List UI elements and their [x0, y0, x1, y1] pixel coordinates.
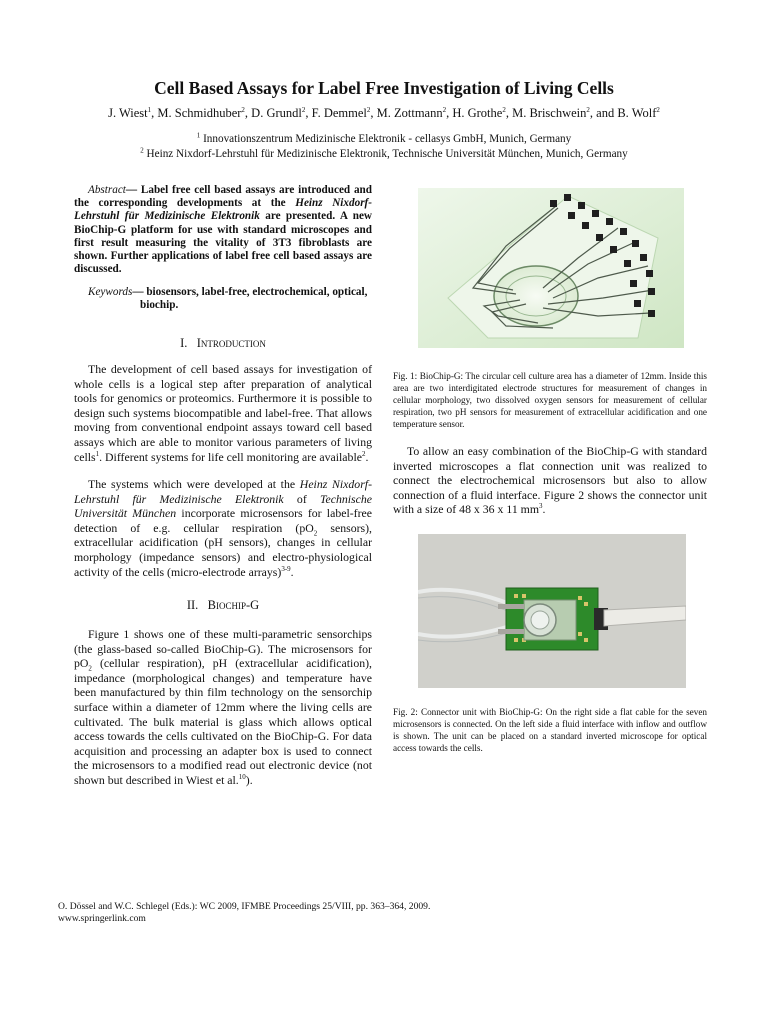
figure-2-caption: Fig. 2: Connector unit with BioChip-G: On the right side a flat cable for the seven microsensors is connected. On the left side a fluid interface with inflow and outflow is shown. The unit can be placed on a standard inverted microscope for optical access towards the cells. [393, 707, 707, 753]
page-footer [58, 901, 430, 924]
paper-title: Cell Based Assays for Label Free Investigation of Living Cells [154, 78, 614, 98]
affiliation-2: $^2$ Heinz Nixdorf-Lehrstuhl für Medizinische Elektronik, Technische Universität München, Munich, Germany [140, 146, 628, 160]
author: J. Wiest [108, 106, 148, 120]
figure-2-connector-image [418, 534, 686, 688]
author: H. Grothe [452, 106, 503, 120]
figure-1-caption: Fig. 1: BioChip-G: The circular cell culture area has a diameter of 12mm. Inside this area are two interdigitated electrode structures for measurement of changes in cellular morphology, two dissolved oxygen sensors for measurement of cellular respiration, two pH sensors for measurement of extracellular acidification and one temperature sensor. [393, 371, 707, 429]
right-paragraph-1: To allow an easy combination of the BioChip-G with standard inverted microscopes a flat connection unit was realized to connect the electrochemical microsensors but also to allow connection of a fluid interface. Figure 2 shows the connector unit with a size of 48 x 36 x 11 $mm^3$. [393, 444, 707, 517]
section-heading-biochip: II. Biochip-G [186, 598, 260, 612]
connector-unit-photo [418, 534, 686, 688]
keywords: Keywords— biosensors, label-free, electrochemical, optical, biochip. [88, 286, 368, 312]
figure-1-biochip-image [418, 188, 684, 348]
intro-paragraph-2: The systems which were developed at the Heinz Nixdorf-Lehrstuhl für Medizinische Elektronik of Technische Universität München incorporate microsensors for label-free detection of e.g. cellular respiration ($pO_2$ sensors), extracellular acidification (pH sensors), changes in cellular morphology (impedance sensors) and electro-physiological activity of the cells (micro-electrode arrays)$^{3-9}$. [74, 477, 372, 579]
publisher-link[interactable]: www.springerlink.com [58, 912, 146, 924]
author: F. Demmel [311, 106, 367, 120]
author: M. Zottmann [376, 106, 443, 120]
section-heading-introduction: I. Introduction [180, 336, 266, 350]
author: M. Schmidhuber [157, 106, 242, 120]
biochip-paragraph-1: Figure 1 shows one of these multi-parametric sensorchips (the glass-based so-called BioChip-G). The microsensors for $pO_2$ (cellular respiration), pH (extracellular acidification), impedance (morphological changes) and temperature have been manufactured by thin film technology on the sensorchip surface within a diameter of 12mm where the living cells are cultivated. The bulk material is glass which allows optical access towards the cells cultivated on the BioChip-G. For data acquisition and processing an adapter box is used to connect the microsensors to a modified read out electronic device (not shown but described in Wiest et al.$^{10}$). [74, 627, 372, 787]
author: M. Brischwein [512, 106, 587, 120]
abstract: Abstract— Label free cell based assays are introduced and the corresponding developments at the Heinz Nixdorf-Lehrstuhl für Medizinische Elektronik are presented. A new BioChip-G platform for use with standard microscopes and first result measuring the vitality of 3T3 fibroblasts are shown. Further applications of label free cell based assays are discussed. [74, 184, 373, 276]
author: B. Wolf [617, 106, 657, 120]
citation-line: O. Dössel and W.C. Schlegel (Eds.): WC 2009, IFMBE Proceedings 25/VIII, pp. 363–364, 2009. [58, 901, 431, 912]
author-list: J. Wiest$^1$, M. Schmidhuber$^2$, D. Grundl$^2$, F. Demmel$^2$, M. Zottmann$^2$, H. Grothe$^2$, M. Brischwein$^2$, and B. Wolf$^2$ [108, 105, 660, 120]
affiliation-1: $^1$ Innovationszentrum Medizinische Elektronik - cellasys GmbH, Munich, Germany [196, 131, 572, 145]
author: D. Grundl [251, 106, 302, 120]
intro-paragraph-1: The development of cell based assays for investigation of whole cells is a logical step after preparation of analytical tools for genomics or proteomics. Furthermore it is possible to design such systems biocompatible and label-free. That allows moving from conventional endpoint assays toward cell based assays which are able to monitor various parameters of living cells$^1$. Different systems for life cell monitoring are available$^2$. [74, 362, 372, 464]
biochip-illustration [418, 188, 684, 348]
